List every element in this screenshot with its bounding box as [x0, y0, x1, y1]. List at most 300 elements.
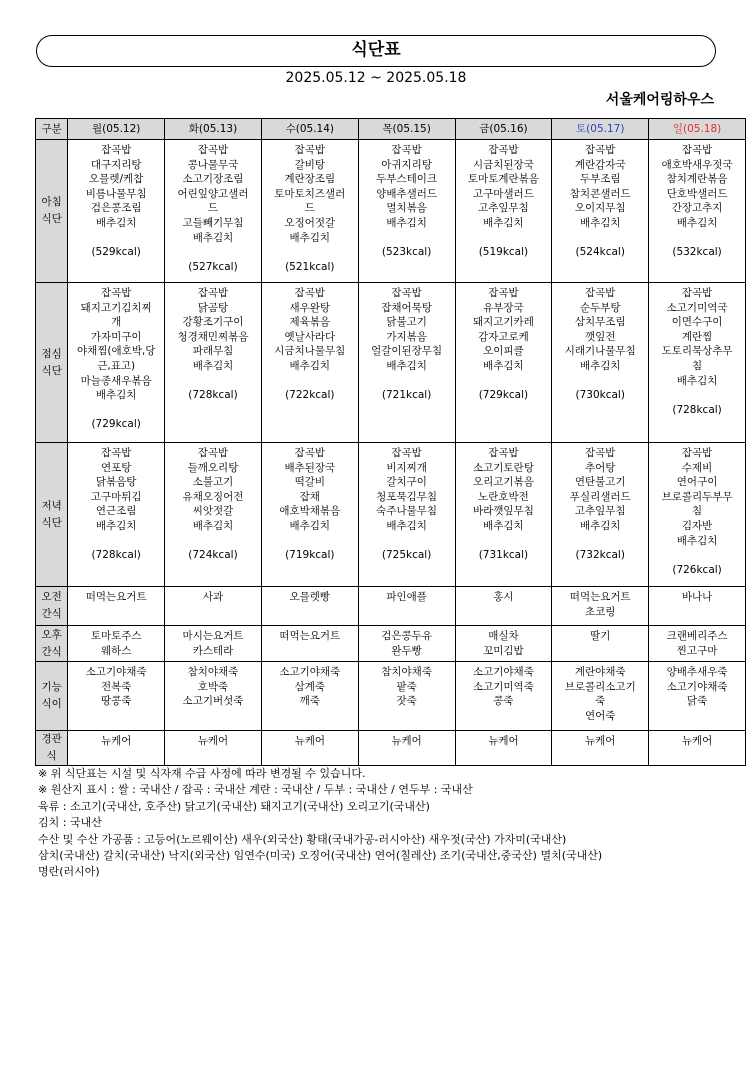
menu-item: 고구마튀김 [90, 490, 142, 503]
menu-item: 잡곡밥 [197, 447, 229, 459]
menu-cell-thu [358, 731, 455, 766]
menu-item: 마시는요거트 [182, 630, 244, 642]
menu-item: 땅콩죽 [100, 695, 132, 708]
day-header-mon: 월(05.12) [68, 119, 165, 140]
menu-cell-fri [455, 662, 552, 731]
spacer [552, 374, 648, 389]
menu-item: 숙주나물무침 [376, 505, 438, 518]
menu-items [359, 140, 455, 260]
menu-cell-tue [165, 140, 262, 283]
menu-item: 잡곡밥 [681, 447, 713, 459]
spacer [456, 374, 552, 389]
menu-item: 브로콜리소고기 [564, 680, 636, 693]
menu-items [456, 626, 552, 658]
spacer [552, 231, 648, 246]
menu-cell-wed [261, 662, 358, 731]
menu-items [552, 140, 648, 260]
menu-cell-fri [455, 140, 552, 283]
calorie-value: (719kcal) [285, 549, 335, 562]
menu-item: 김자반 [681, 519, 713, 532]
notes [38, 766, 602, 881]
menu-cell-wed [261, 626, 358, 662]
menu-item: 잡곡밥 [391, 287, 422, 299]
menu-cell-tue [165, 283, 262, 443]
menu-cell-sun [649, 587, 746, 626]
spacer [262, 374, 358, 389]
row-label: 오후 간식 [36, 626, 68, 662]
menu-item: 배추김치 [676, 534, 718, 547]
menu-items [165, 731, 261, 749]
menu-items [359, 443, 455, 563]
calorie-value: (726kcal) [672, 563, 722, 576]
spacer [262, 534, 358, 549]
note-line: ※ 원산지 표시 : 쌀 : 국내산 / 잡곡 : 국내산 계란 : 국내산 / 두부 : 국내산 / 연두부 : 국내산 [38, 783, 473, 797]
menu-item: 호박죽 [197, 680, 229, 693]
menu-item: 잡곡밥 [294, 447, 326, 459]
menu-item: 배추김치 [579, 519, 621, 532]
menu-items [359, 626, 455, 658]
menu-item: 잣죽 [396, 695, 417, 708]
menu-item: 시래기나물무침 [564, 345, 636, 358]
menu-item: 뉴케어 [197, 735, 229, 747]
menu-items [262, 443, 358, 563]
menu-item: 딸기 [590, 630, 611, 642]
menu-item: 콩나물무국 [187, 158, 239, 171]
row-label: 아침 식단 [36, 140, 68, 283]
menu-item: 소고기야채죽 [85, 666, 147, 678]
menu-item: 완두빵 [391, 644, 422, 657]
menu-item: 시금치된장국 [472, 158, 534, 171]
menu-item: 이면수구이 [671, 316, 723, 329]
row-label: 저녁 식단 [36, 443, 68, 587]
note-line: ※ 위 식단표는 시설 및 식자재 수급 사정에 따라 변경될 수 있습니다. [38, 767, 366, 780]
menu-item: 오이피클 [483, 345, 524, 358]
menu-item: 참치야채죽 [187, 666, 239, 678]
menu-cell-sat [552, 283, 649, 443]
menu-item: 고구마샐러드 [472, 187, 534, 200]
menu-item: 두부스테이크 [376, 173, 438, 186]
menu-item: 소고기야채죽 [666, 680, 728, 693]
menu-items [649, 283, 745, 417]
menu-item: 참치계란볶음 [666, 173, 728, 186]
row-breakfast [36, 140, 746, 283]
spacer [165, 534, 261, 549]
day-header-sat: 토(05.17) [552, 119, 649, 140]
menu-items [165, 443, 261, 563]
menu-items [552, 662, 648, 723]
menu-cell-fri [455, 443, 552, 587]
menu-items [552, 443, 648, 563]
menu-item: 연어구이 [676, 476, 718, 489]
spacer [165, 245, 261, 260]
menu-item: 떠먹는요거트 [279, 630, 341, 642]
menu-item: 깨죽 [299, 695, 320, 708]
menu-item: 소고기야채죽 [472, 666, 534, 678]
menu-cell-sat [552, 140, 649, 283]
header-corner: 구분 [36, 119, 68, 140]
menu-item: 계란야채죽 [574, 666, 626, 678]
row-label: 경관 식 [36, 731, 68, 766]
menu-cell-tue [165, 626, 262, 662]
spacer [552, 534, 648, 549]
menu-item: 청포묵김무침 [376, 490, 438, 503]
menu-cell-mon [68, 283, 165, 443]
menu-cell-thu [358, 662, 455, 731]
menu-item: 꼬미김밥 [483, 644, 524, 657]
menu-item: 얼갈이된장무침 [371, 345, 443, 358]
menu-item: 배추김치 [192, 231, 234, 244]
menu-item: 오믈렛/케찹 [89, 173, 144, 186]
menu-item: 떠먹는요거트 [569, 591, 631, 603]
menu-items [68, 731, 164, 749]
calorie-value: (527kcal) [188, 260, 238, 273]
menu-item: 뉴케어 [488, 735, 519, 747]
menu-item: 비지찌개 [386, 461, 427, 474]
menu-item: 계란감자국 [574, 158, 626, 171]
menu-item: 고추잎무침 [574, 505, 626, 518]
calorie-value: (524kcal) [575, 246, 625, 259]
menu-item: 닭불고기 [386, 316, 427, 329]
menu-cell-mon [68, 626, 165, 662]
header-row [36, 119, 746, 140]
menu-cell-tue [165, 662, 262, 731]
row-functional [36, 662, 746, 731]
menu-cell-sun [649, 731, 746, 766]
menu-cell-tue [165, 731, 262, 766]
menu-item: 배추된장국 [284, 461, 336, 474]
menu-items [456, 662, 552, 709]
calorie-value: (519kcal) [478, 246, 529, 259]
menu-item: 배추김치 [95, 519, 137, 532]
menu-item: 시금치나물무침 [274, 345, 346, 358]
menu-item: 잡곡밥 [197, 287, 229, 299]
menu-item: 초코링 [585, 605, 616, 618]
menu-item: 옛날사라다 [284, 330, 336, 343]
menu-item: 배추김치 [192, 519, 234, 532]
menu-items [456, 283, 552, 403]
menu-item: 배추김치 [676, 374, 718, 387]
row-label: 점심 식단 [36, 283, 68, 443]
menu-items [68, 587, 164, 605]
menu-item: 배추김치 [579, 216, 621, 229]
day-header-fri: 금(05.16) [455, 119, 552, 140]
menu-item: 침 [691, 359, 703, 372]
calorie-value: (728kcal) [91, 549, 141, 562]
menu-item: 토마토주스 [90, 630, 142, 642]
menu-item: 소고기미역죽 [472, 680, 534, 693]
menu-item: 추어탕 [585, 461, 616, 474]
date-range: 2025.05.12 ~ 2025.05.18 [285, 70, 467, 86]
menu-items [649, 587, 745, 605]
organization-name: 서울케어링하우스 [605, 92, 714, 108]
menu-item: 오이지무침 [574, 202, 626, 215]
menu-items [262, 283, 358, 403]
menu-item: 배추김치 [579, 359, 621, 372]
menu-items [165, 626, 261, 658]
menu-item: 애호박채볶음 [279, 505, 341, 518]
row-label: 기능 식이 [36, 662, 68, 731]
menu-cell-fri [455, 731, 552, 766]
menu-cell-wed [261, 283, 358, 443]
calorie-value: (722kcal) [285, 389, 335, 402]
menu-cell-tue [165, 443, 262, 587]
menu-item: 마늘종새우볶음 [80, 374, 152, 387]
menu-item: 계란찜 [681, 330, 713, 343]
menu-item: 갈치구이 [386, 476, 427, 489]
menu-item: 배추김치 [483, 216, 524, 229]
spacer [649, 231, 745, 246]
menu-item: 뉴케어 [294, 735, 326, 747]
note-line: 명란(러시아) [38, 865, 100, 879]
menu-items [262, 731, 358, 749]
menu-items [649, 443, 745, 577]
spacer [649, 548, 745, 563]
menu-cell-mon [68, 662, 165, 731]
menu-item: 야채찜(애호박,당 [76, 345, 156, 358]
row-lunch [36, 283, 746, 443]
spacer [649, 388, 745, 403]
calorie-value: (728kcal) [672, 403, 722, 416]
menu-item: 양배추샐러드 [376, 187, 438, 200]
menu-items [262, 662, 358, 709]
menu-cell-sat [552, 731, 649, 766]
menu-items [262, 587, 358, 605]
row-label: 오전 간식 [36, 587, 68, 626]
menu-item: 찐고구마 [676, 644, 718, 657]
menu-items [165, 140, 261, 274]
menu-item: 잡곡밥 [100, 447, 132, 459]
menu-item: 닭죽 [686, 695, 708, 708]
menu-item: 배추김치 [289, 359, 331, 372]
menu-items [359, 587, 455, 605]
menu-item: 브로콜리두부무 [661, 490, 733, 503]
menu-items [456, 587, 552, 605]
spacer [359, 534, 455, 549]
menu-item: 유부장국 [483, 301, 524, 314]
menu-items [456, 731, 552, 749]
menu-item: 연근조림 [95, 505, 137, 518]
menu-items [68, 283, 164, 432]
spacer [68, 534, 164, 549]
menu-item: 잡곡밥 [294, 144, 326, 156]
menu-item: 사과 [202, 591, 224, 603]
menu-cell-thu [358, 587, 455, 626]
menu-items [649, 626, 745, 658]
menu-cell-fri [455, 626, 552, 662]
calorie-value: (729kcal) [478, 389, 529, 402]
menu-items [359, 731, 455, 749]
menu-item: 참치야채죽 [381, 666, 432, 678]
menu-items [68, 626, 164, 658]
spacer [456, 534, 552, 549]
menu-item: 깻잎전 [585, 330, 616, 343]
menu-item: 카스테라 [192, 644, 234, 657]
menu-cell-fri [455, 283, 552, 443]
menu-items [68, 140, 164, 260]
menu-item: 잡곡밥 [100, 287, 132, 299]
menu-item: 떠먹는요거트 [85, 591, 147, 603]
menu-item: 개 [111, 316, 122, 329]
menu-cell-sun [649, 283, 746, 443]
menu-item: 잡곡밥 [681, 144, 713, 156]
menu-item: 삼치무조림 [574, 316, 626, 329]
menu-item: 잡곡밥 [585, 144, 616, 156]
menu-item: 계란장조림 [284, 173, 336, 186]
menu-cell-fri [455, 587, 552, 626]
menu-item: 푸실리샐러드 [569, 490, 631, 503]
menu-items [68, 662, 164, 709]
menu-item: 연탄불고기 [574, 476, 626, 489]
menu-item: 돼지고기카레 [472, 316, 534, 329]
menu-items [359, 283, 455, 403]
menu-item: 잡곡밥 [488, 447, 519, 459]
menu-items [649, 140, 745, 260]
menu-item: 제육볶음 [289, 316, 331, 329]
menu-item: 멸치볶음 [386, 202, 427, 215]
menu-item: 오리고기볶음 [472, 476, 534, 489]
menu-item: 잡곡밥 [681, 287, 713, 299]
menu-item: 근,표고) [97, 359, 136, 372]
menu-item: 잡곡밥 [391, 144, 422, 156]
menu-item: 가자미구이 [90, 330, 142, 343]
menu-items [262, 626, 358, 644]
menu-item: 잡채어묵탕 [381, 301, 432, 314]
menu-item: 유채오징어전 [182, 490, 244, 503]
menu-cell-mon [68, 140, 165, 283]
menu-item: 소불고기 [192, 476, 234, 489]
menu-item: 소고기야채죽 [279, 666, 341, 678]
menu-item: 오징어젓갈 [284, 216, 336, 229]
menu-item: 연어죽 [585, 709, 616, 722]
menu-item: 검은콩두유 [381, 630, 432, 642]
menu-item: 감자고로케 [478, 330, 529, 343]
menu-items [456, 443, 552, 563]
menu-item: 잡곡밥 [294, 287, 326, 299]
menu-item: 드 [207, 202, 219, 215]
menu-items [165, 662, 261, 709]
menu-item: 배추김치 [289, 231, 331, 244]
menu-item: 오믈렛빵 [289, 591, 331, 603]
menu-cell-mon [68, 587, 165, 626]
menu-cell-thu [358, 626, 455, 662]
menu-item: 검은콩조림 [90, 202, 142, 215]
spacer [456, 231, 552, 246]
menu-item: 아귀지리탕 [381, 158, 432, 171]
row-morning-snack [36, 587, 746, 626]
page-title: 식단표 [36, 35, 716, 67]
menu-item: 잡곡밥 [197, 144, 229, 156]
menu-item: 청경채민찌볶음 [177, 330, 249, 343]
menu-item: 수제비 [681, 461, 713, 474]
calorie-value: (724kcal) [188, 549, 238, 562]
menu-item: 도토리묵상추무 [661, 345, 733, 358]
menu-items [456, 140, 552, 260]
menu-item: 홍시 [493, 591, 514, 603]
menu-items [165, 587, 261, 605]
menu-cell-mon [68, 443, 165, 587]
menu-item: 뉴케어 [681, 735, 713, 747]
menu-cell-mon [68, 731, 165, 766]
menu-item: 배추김치 [386, 359, 427, 372]
menu-item: 간장고추지 [671, 202, 723, 215]
menu-item: 잡곡밥 [100, 144, 132, 156]
menu-cell-sat [552, 587, 649, 626]
day-header-tue: 화(05.13) [165, 119, 262, 140]
menu-item: 대구지리탕 [90, 158, 142, 171]
menu-items [68, 443, 164, 563]
menu-item: 배추김치 [289, 519, 331, 532]
menu-item: 드 [304, 202, 315, 215]
menu-items [552, 731, 648, 749]
menu-items [552, 587, 648, 619]
menu-item: 소고기장조림 [182, 173, 244, 186]
menu-cell-wed [261, 140, 358, 283]
note-line: 수산 및 수산 가공품 : 고등어(노르웨이산) 새우(외국산) 황태(국내가공-러시아산) 새우젓(국산) 가자미(국내산) [38, 832, 567, 846]
menu-item: 바라깻잎무침 [472, 505, 534, 518]
menu-table [35, 118, 746, 766]
calorie-value: (728kcal) [188, 389, 238, 402]
menu-cell-thu [358, 140, 455, 283]
spacer [68, 231, 164, 246]
day-header-sun: 일(05.18) [649, 119, 746, 140]
menu-item: 파인애플 [386, 591, 427, 603]
menu-item: 팥죽 [396, 680, 417, 693]
menu-items [359, 662, 455, 709]
menu-item: 침 [691, 505, 703, 518]
spacer [262, 245, 358, 260]
menu-items [165, 283, 261, 403]
menu-item: 들깨오리탕 [187, 461, 239, 474]
calorie-value: (731kcal) [478, 549, 529, 562]
menu-item: 매실차 [488, 630, 519, 642]
menu-item: 배추김치 [386, 216, 427, 229]
menu-item: 소고기토란탕 [472, 461, 534, 474]
menu-cell-sun [649, 140, 746, 283]
spacer [165, 374, 261, 389]
row-dinner [36, 443, 746, 587]
menu-item: 어린잎양고샐러 [177, 187, 249, 200]
menu-item: 가지볶음 [386, 330, 427, 343]
menu-item: 떡갈비 [294, 476, 326, 489]
menu-item: 돼지고기김치찌 [80, 301, 152, 314]
menu-item: 배추김치 [192, 359, 234, 372]
row-tube [36, 731, 746, 766]
menu-item: 콩죽 [493, 695, 514, 708]
menu-item: 애호박새우젓국 [661, 158, 733, 171]
menu-item: 단호박샐러드 [666, 187, 728, 200]
menu-item: 크랜베리주스 [666, 630, 728, 642]
calorie-value: (523kcal) [381, 246, 432, 259]
menu-item: 참치콘샐러드 [569, 187, 631, 200]
menu-item: 순두부탕 [579, 301, 621, 314]
menu-items [262, 140, 358, 274]
note-line: 김치 : 국내산 [38, 816, 102, 830]
spacer [359, 374, 455, 389]
menu-item: 비름나물무침 [85, 187, 147, 200]
menu-item: 갈비탕 [294, 158, 326, 171]
menu-items [649, 662, 745, 709]
note-line: 육류 : 소고기(국내산, 호주산) 닭고기(국내산) 돼지고기(국내산) 오리고기(국내산) [38, 799, 430, 813]
spacer [359, 231, 455, 246]
menu-cell-thu [358, 443, 455, 587]
menu-item: 배추김치 [386, 519, 427, 532]
menu-item: 바나나 [681, 591, 713, 603]
menu-item: 잡채 [299, 490, 320, 503]
menu-item: 뉴케어 [585, 735, 616, 747]
menu-item: 토마토치즈샐러 [274, 187, 346, 200]
menu-item: 죽 [595, 695, 606, 708]
menu-item: 잡곡밥 [488, 287, 519, 299]
